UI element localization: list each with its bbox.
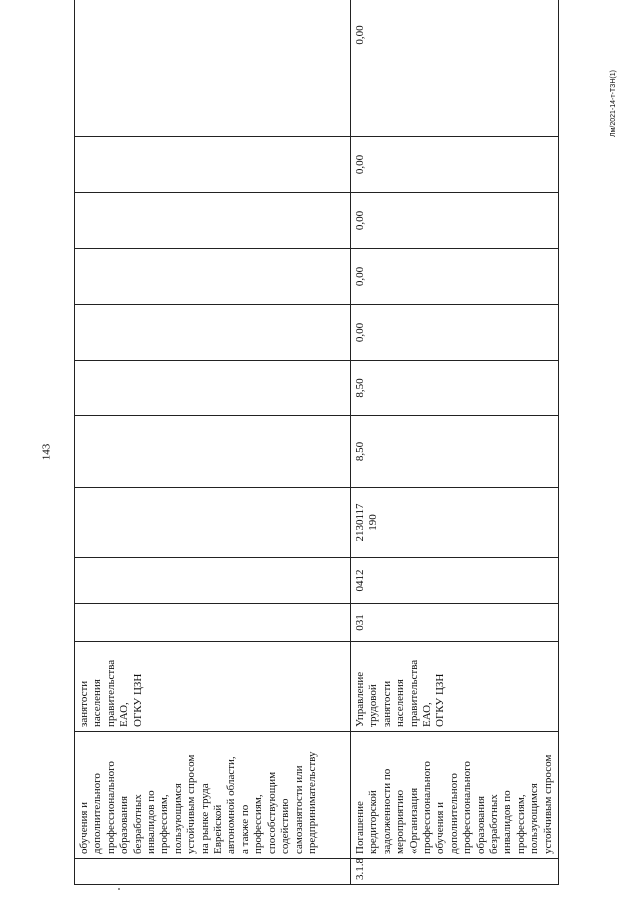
cell-value-3 bbox=[75, 305, 351, 361]
cell-value-3: 0,00 bbox=[351, 305, 559, 361]
budget-table bbox=[74, 0, 559, 885]
cell-value-4: 0,00 bbox=[351, 249, 559, 305]
table-row bbox=[75, 0, 351, 885]
cell-num: 3.1.8 bbox=[351, 859, 559, 885]
cell-value-5 bbox=[75, 193, 351, 249]
table-row bbox=[351, 0, 559, 885]
rotated-table-container bbox=[74, 25, 554, 885]
cell-value-2 bbox=[75, 361, 351, 416]
cell-value-5: 0,00 bbox=[351, 193, 559, 249]
cell-executor: Управление трудовой занятости населения правительства ЕАО, ОГКУ ЦЗН bbox=[351, 642, 559, 732]
cell-value-6: 0,00 bbox=[351, 137, 559, 193]
cell-name: Погашение кредиторской задолженности по мероприятию «Организация профессионального обучения и дополнительного профессионального образования безработных инвалидов по профессиям, пользующимся устойчивым спросом bbox=[351, 732, 559, 859]
cell-name: обучения и дополнительного профессионального образования безработных инвалидов по профессиям, пользующимся устойчивым спросом на рынке труда Еврейской автономной области, а также по профессиям, способствующим содействию самозанятости или предпринимательству bbox=[75, 732, 351, 859]
page-number: 143 bbox=[40, 443, 53, 461]
cell-value-7: 0,00 bbox=[351, 0, 559, 137]
scan-speck bbox=[118, 888, 120, 890]
cell-value-7 bbox=[75, 0, 351, 137]
cell-value-2: 8,50 bbox=[351, 361, 559, 416]
cell-csr: 2130117 190 bbox=[351, 488, 559, 558]
cell-value-1 bbox=[75, 416, 351, 488]
cell-grbs bbox=[75, 604, 351, 642]
cell-num bbox=[75, 859, 351, 885]
cell-value-1: 8,50 bbox=[351, 416, 559, 488]
cell-rzpr: 0412 bbox=[351, 558, 559, 604]
document-code: Лм/2021-14-т-ТЗН(1) bbox=[609, 70, 617, 137]
cell-grbs: 031 bbox=[351, 604, 559, 642]
cell-value-4 bbox=[75, 249, 351, 305]
cell-rzpr bbox=[75, 558, 351, 604]
cell-executor: занятости населения правительства ЕАО, ОГКУ ЦЗН bbox=[75, 642, 351, 732]
cell-value-6 bbox=[75, 137, 351, 193]
cell-csr bbox=[75, 488, 351, 558]
